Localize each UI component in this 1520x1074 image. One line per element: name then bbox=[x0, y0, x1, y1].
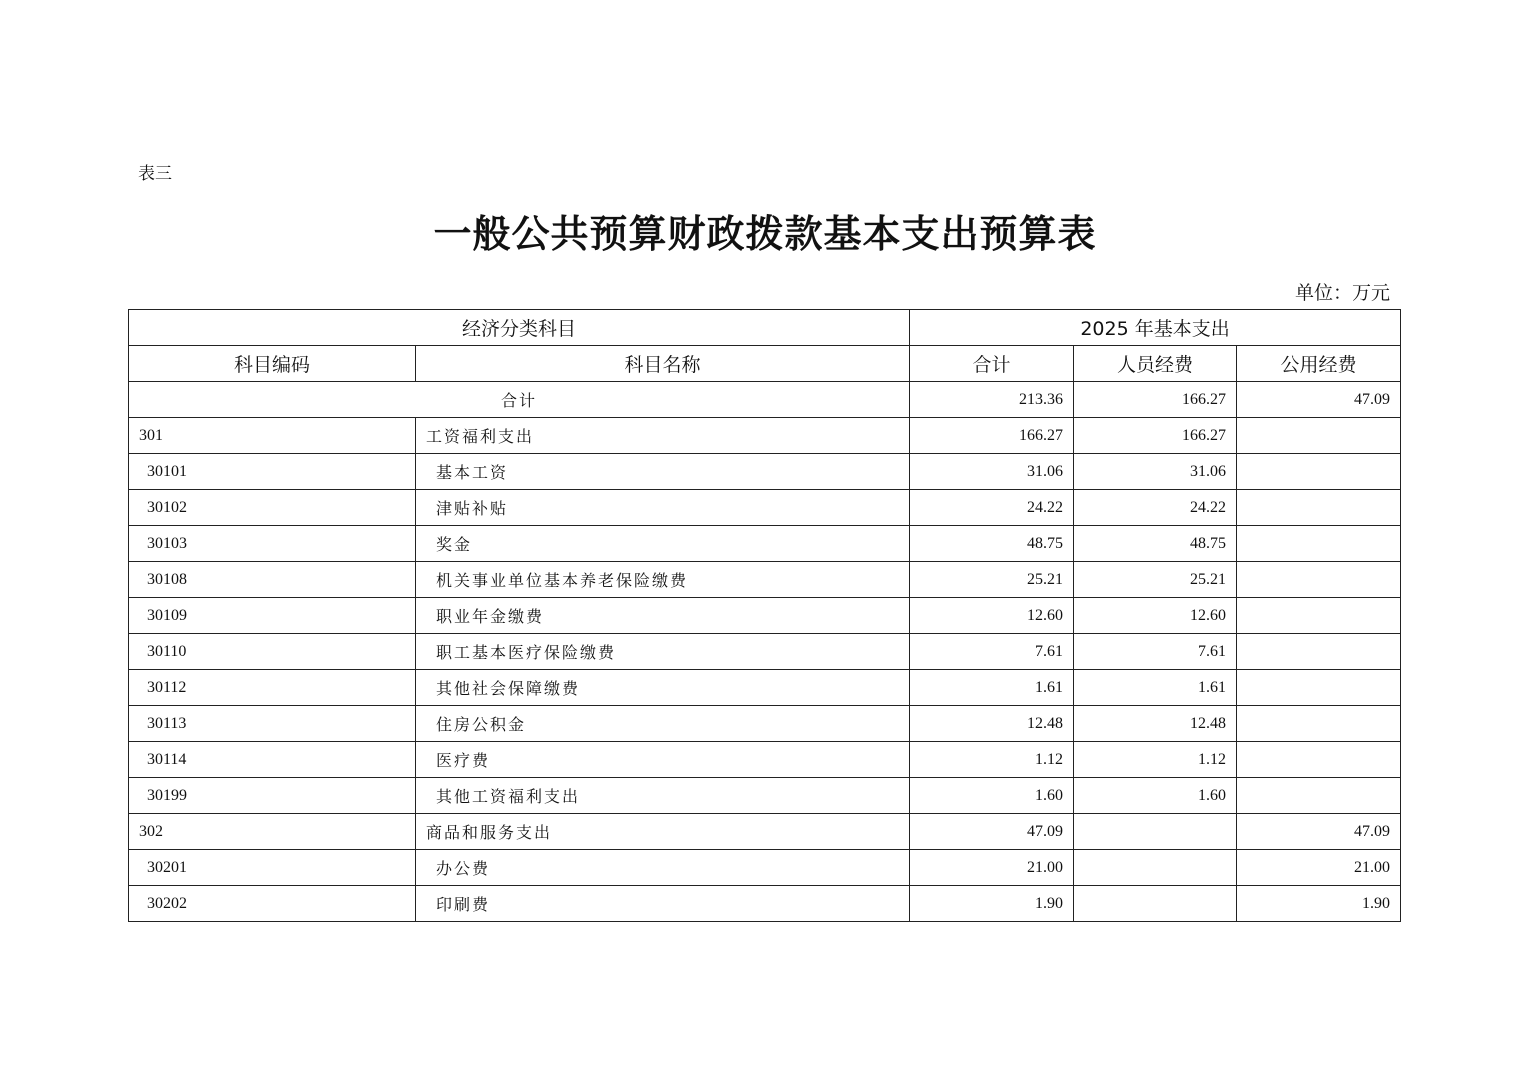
row-personnel: 25.21 bbox=[1074, 562, 1237, 598]
table-row bbox=[129, 562, 1401, 598]
row-code: 30114 bbox=[129, 742, 416, 778]
header-economic-classification: 经济分类科目 bbox=[129, 310, 910, 346]
row-personnel: 31.06 bbox=[1074, 454, 1237, 490]
total-public: 47.09 bbox=[1237, 382, 1401, 418]
header-column-row bbox=[129, 346, 1401, 382]
row-name: 职工基本医疗保险缴费 bbox=[416, 634, 910, 670]
row-name: 住房公积金 bbox=[416, 706, 910, 742]
row-code: 30201 bbox=[129, 850, 416, 886]
table-row bbox=[129, 742, 1401, 778]
row-personnel: 1.60 bbox=[1074, 778, 1237, 814]
row-code: 301 bbox=[129, 418, 416, 454]
row-name: 印刷费 bbox=[416, 886, 910, 922]
row-name: 基本工资 bbox=[416, 454, 910, 490]
table-row bbox=[129, 778, 1401, 814]
row-total: 25.21 bbox=[910, 562, 1074, 598]
row-code: 30199 bbox=[129, 778, 416, 814]
header-total: 合计 bbox=[910, 346, 1074, 382]
row-name: 机关事业单位基本养老保险缴费 bbox=[416, 562, 910, 598]
row-name: 办公费 bbox=[416, 850, 910, 886]
row-total: 1.90 bbox=[910, 886, 1074, 922]
row-code: 302 bbox=[129, 814, 416, 850]
row-code: 30109 bbox=[129, 598, 416, 634]
row-public bbox=[1237, 562, 1401, 598]
row-code: 30102 bbox=[129, 490, 416, 526]
table-row bbox=[129, 886, 1401, 922]
table-row bbox=[129, 418, 1401, 454]
total-amount: 213.36 bbox=[910, 382, 1074, 418]
row-name: 其他社会保障缴费 bbox=[416, 670, 910, 706]
table-row bbox=[129, 454, 1401, 490]
row-public: 47.09 bbox=[1237, 814, 1401, 850]
row-code: 30202 bbox=[129, 886, 416, 922]
row-personnel: 1.12 bbox=[1074, 742, 1237, 778]
row-total: 1.60 bbox=[910, 778, 1074, 814]
row-public bbox=[1237, 490, 1401, 526]
row-total: 47.09 bbox=[910, 814, 1074, 850]
row-public: 1.90 bbox=[1237, 886, 1401, 922]
table-row bbox=[129, 526, 1401, 562]
row-total: 12.48 bbox=[910, 706, 1074, 742]
row-total: 1.12 bbox=[910, 742, 1074, 778]
row-total: 31.06 bbox=[910, 454, 1074, 490]
row-total: 7.61 bbox=[910, 634, 1074, 670]
row-personnel bbox=[1074, 886, 1237, 922]
row-total: 48.75 bbox=[910, 526, 1074, 562]
row-code: 30103 bbox=[129, 526, 416, 562]
unit-label: 单位：万元 bbox=[1294, 282, 1390, 304]
row-personnel: 166.27 bbox=[1074, 418, 1237, 454]
row-total: 12.60 bbox=[910, 598, 1074, 634]
row-name: 工资福利支出 bbox=[416, 418, 910, 454]
row-public: 21.00 bbox=[1237, 850, 1401, 886]
row-personnel bbox=[1074, 850, 1237, 886]
table-row bbox=[129, 850, 1401, 886]
table-body bbox=[129, 382, 1401, 922]
row-name: 商品和服务支出 bbox=[416, 814, 910, 850]
row-total: 24.22 bbox=[910, 490, 1074, 526]
row-code: 30113 bbox=[129, 706, 416, 742]
total-personnel: 166.27 bbox=[1074, 382, 1237, 418]
header-public: 公用经费 bbox=[1237, 346, 1401, 382]
row-public bbox=[1237, 526, 1401, 562]
row-personnel: 12.60 bbox=[1074, 598, 1237, 634]
row-name: 奖金 bbox=[416, 526, 910, 562]
row-code: 30110 bbox=[129, 634, 416, 670]
row-public bbox=[1237, 454, 1401, 490]
row-name: 医疗费 bbox=[416, 742, 910, 778]
row-code: 30112 bbox=[129, 670, 416, 706]
table-number: 表三 bbox=[138, 164, 172, 184]
row-public bbox=[1237, 670, 1401, 706]
row-personnel: 48.75 bbox=[1074, 526, 1237, 562]
total-label: 合计 bbox=[129, 382, 910, 418]
page-title: 一般公共预算财政拨款基本支出预算表 bbox=[433, 211, 1097, 256]
row-name: 职业年金缴费 bbox=[416, 598, 910, 634]
row-name: 津贴补贴 bbox=[416, 490, 910, 526]
header-code: 科目编码 bbox=[129, 346, 416, 382]
row-personnel: 1.61 bbox=[1074, 670, 1237, 706]
row-public bbox=[1237, 706, 1401, 742]
header-group-row bbox=[129, 310, 1401, 346]
table-row bbox=[129, 490, 1401, 526]
row-name: 其他工资福利支出 bbox=[416, 778, 910, 814]
table-header bbox=[129, 310, 1401, 382]
row-personnel: 12.48 bbox=[1074, 706, 1237, 742]
row-public bbox=[1237, 742, 1401, 778]
row-personnel: 7.61 bbox=[1074, 634, 1237, 670]
row-total: 166.27 bbox=[910, 418, 1074, 454]
budget-table bbox=[128, 309, 1401, 922]
header-basic-expenditure: 2025 年基本支出 bbox=[910, 310, 1401, 346]
total-row bbox=[129, 382, 1401, 418]
row-total: 21.00 bbox=[910, 850, 1074, 886]
table-row bbox=[129, 598, 1401, 634]
header-personnel: 人员经费 bbox=[1074, 346, 1237, 382]
table-row bbox=[129, 670, 1401, 706]
header-name: 科目名称 bbox=[416, 346, 910, 382]
row-personnel: 24.22 bbox=[1074, 490, 1237, 526]
row-code: 30108 bbox=[129, 562, 416, 598]
row-code: 30101 bbox=[129, 454, 416, 490]
row-public bbox=[1237, 418, 1401, 454]
row-public bbox=[1237, 634, 1401, 670]
table-row bbox=[129, 814, 1401, 850]
row-public bbox=[1237, 778, 1401, 814]
row-public bbox=[1237, 598, 1401, 634]
row-total: 1.61 bbox=[910, 670, 1074, 706]
row-personnel bbox=[1074, 814, 1237, 850]
table-row bbox=[129, 634, 1401, 670]
table-row bbox=[129, 706, 1401, 742]
